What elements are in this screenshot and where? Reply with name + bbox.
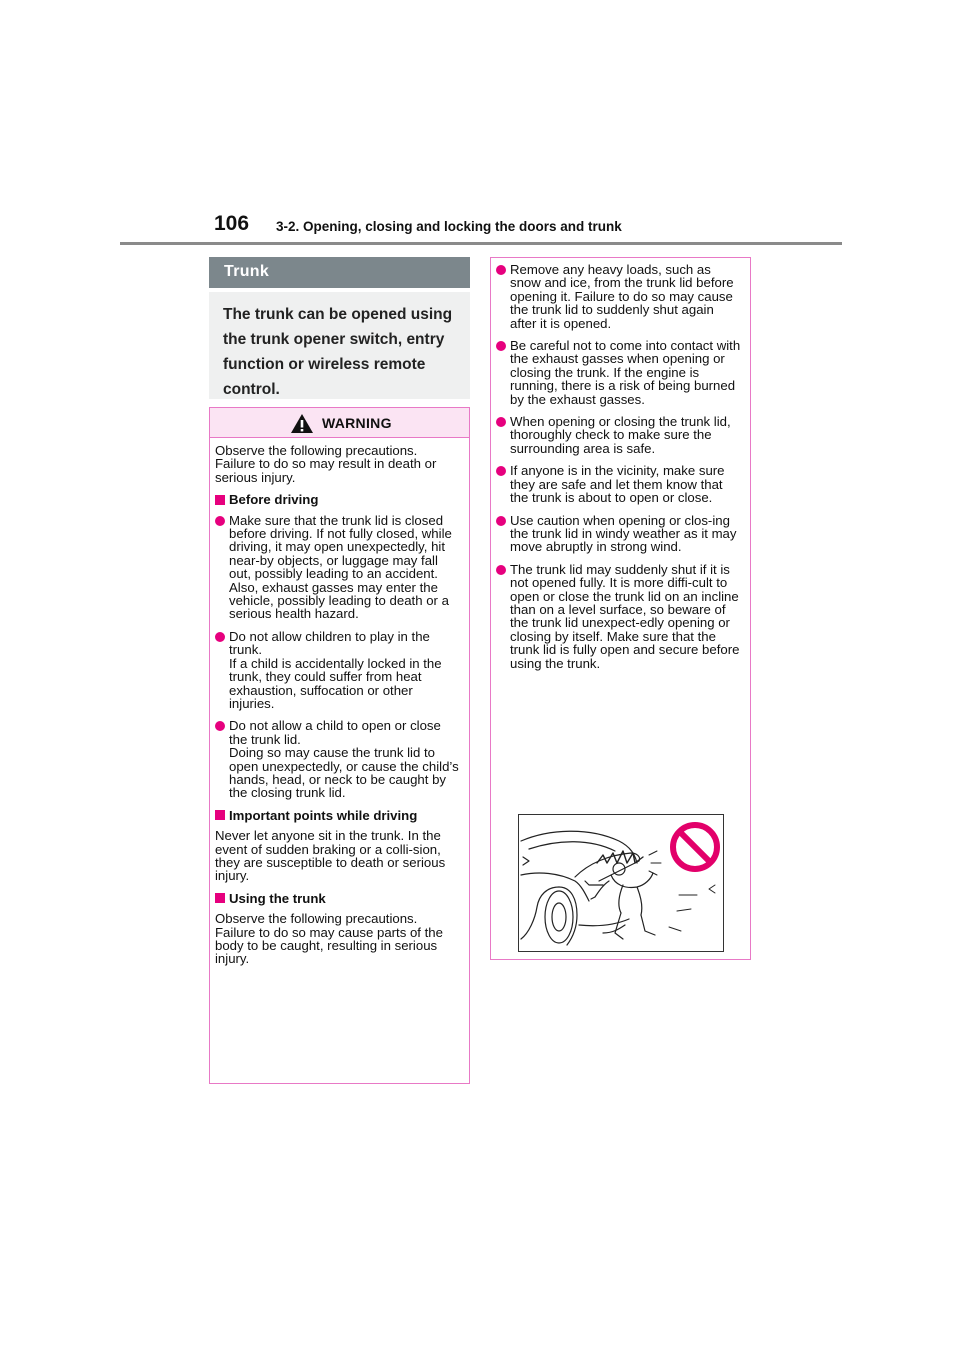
bullet-text: Do not allow children to play in the trunk. If a child is accidentally locked in the trunk, they could suffer from heat exhaustion, suffocation or other injuries. [229,628,442,711]
list-item [496,514,742,554]
page-number: 106 [214,212,250,235]
bullet-icon [496,341,506,351]
bullet-icon [496,516,506,526]
square-bullet-icon [215,893,225,903]
bullet-text: Be careful not to come into contact with the exhaust gasses when opening or closing the trunk. If the engine is running, there is a risk of being burned by the exhaust gasses. [510,338,741,407]
list-item [496,263,742,330]
subheading-label: Using the trunk [229,890,326,906]
bullet-text: Remove any heavy loads, such as snow and ice, from the trunk lid before opening it. Failure to do so may cause the trunk lid to suddenly shut again after it is opened. [510,262,734,331]
warning-continued-box [490,257,751,960]
important-points-text: Never let anyone sit in the trunk. In the event of sudden braking or a colli-sion, they are susceptible to death or serious injury. [215,828,446,884]
bullet-text: Make sure that the trunk lid is closed before driving. If not fully closed, while driving, it may open unexpectedly, hit near-by objects, or luggage may fall out, possibly leading to an accident. Also, exhaust gasses may enter the vehicle, possibly leading to death or a serious health hazard. [229,512,452,622]
bullet-icon [496,466,506,476]
bullet-icon [496,265,506,275]
prohibition-icon [669,821,721,875]
square-bullet-icon [215,810,225,820]
warning-triangle-icon [290,413,314,439]
bullet-text: The trunk lid may suddenly shut if it is not opened fully. It is more diffi-cult to open or close the trunk lid on an incline than on a level surface, so beware of the trunk lid unexpect-edly opening or closing by itself. Make sure that the trunk lid is fully open and secure before using the trunk. [510,561,740,671]
header-rule [120,242,842,245]
list-item [496,339,742,406]
using-trunk-text: Observe the following precautions. Failure to do so may cause parts of the body to be caught, resulting in serious injury. [215,911,443,967]
bullet-icon [215,516,225,526]
trunk-illustration [518,814,724,952]
trunk-heading: Trunk [209,257,470,288]
bullet-text: If anyone is in the vicinity, make sure they are safe and let them know that the trunk is about to open or close. [510,463,725,506]
subheading-label: Before driving [229,492,319,508]
warning-intro: Observe the following precautions. Failure to do so may result in death or serious injury. [215,443,437,485]
subheading-before-driving [215,493,461,506]
bullet-icon [215,721,225,731]
list-item [215,514,461,621]
bullet-icon [496,565,506,575]
bullet-icon [496,417,506,427]
section-title: 3-2. Opening, closing and locking the doors and trunk [276,219,622,234]
bullet-text: When opening or closing the trunk lid, thoroughly check to make sure the surrounding area is safe. [510,414,731,456]
list-item [496,464,742,504]
warning-body [210,438,469,966]
subheading-important-points [215,809,461,822]
square-bullet-icon [215,495,225,505]
warning-box [209,407,470,1084]
list-item [496,415,742,455]
warning-header [210,408,469,438]
bullet-text: Use caution when opening or clos-ing the trunk lid in windy weather as it may move abruptly in strong wind. [510,512,737,555]
list-item [215,630,461,710]
list-item [215,719,461,799]
subheading-label: Important points while driving [229,807,418,823]
bullet-icon [215,632,225,642]
bullet-text: Do not allow a child to open or close the trunk lid. Doing so may cause the trunk lid to open unexpectedly, or cause the child’s hands, head, or neck to be caught by the closing trunk lid. [229,718,459,801]
subheading-using-trunk [215,892,461,905]
trunk-intro: The trunk can be opened using the trunk opener switch, entry function or wireless remote control. [209,292,470,399]
warning-title: WARNING [322,415,392,431]
list-item [496,563,742,670]
